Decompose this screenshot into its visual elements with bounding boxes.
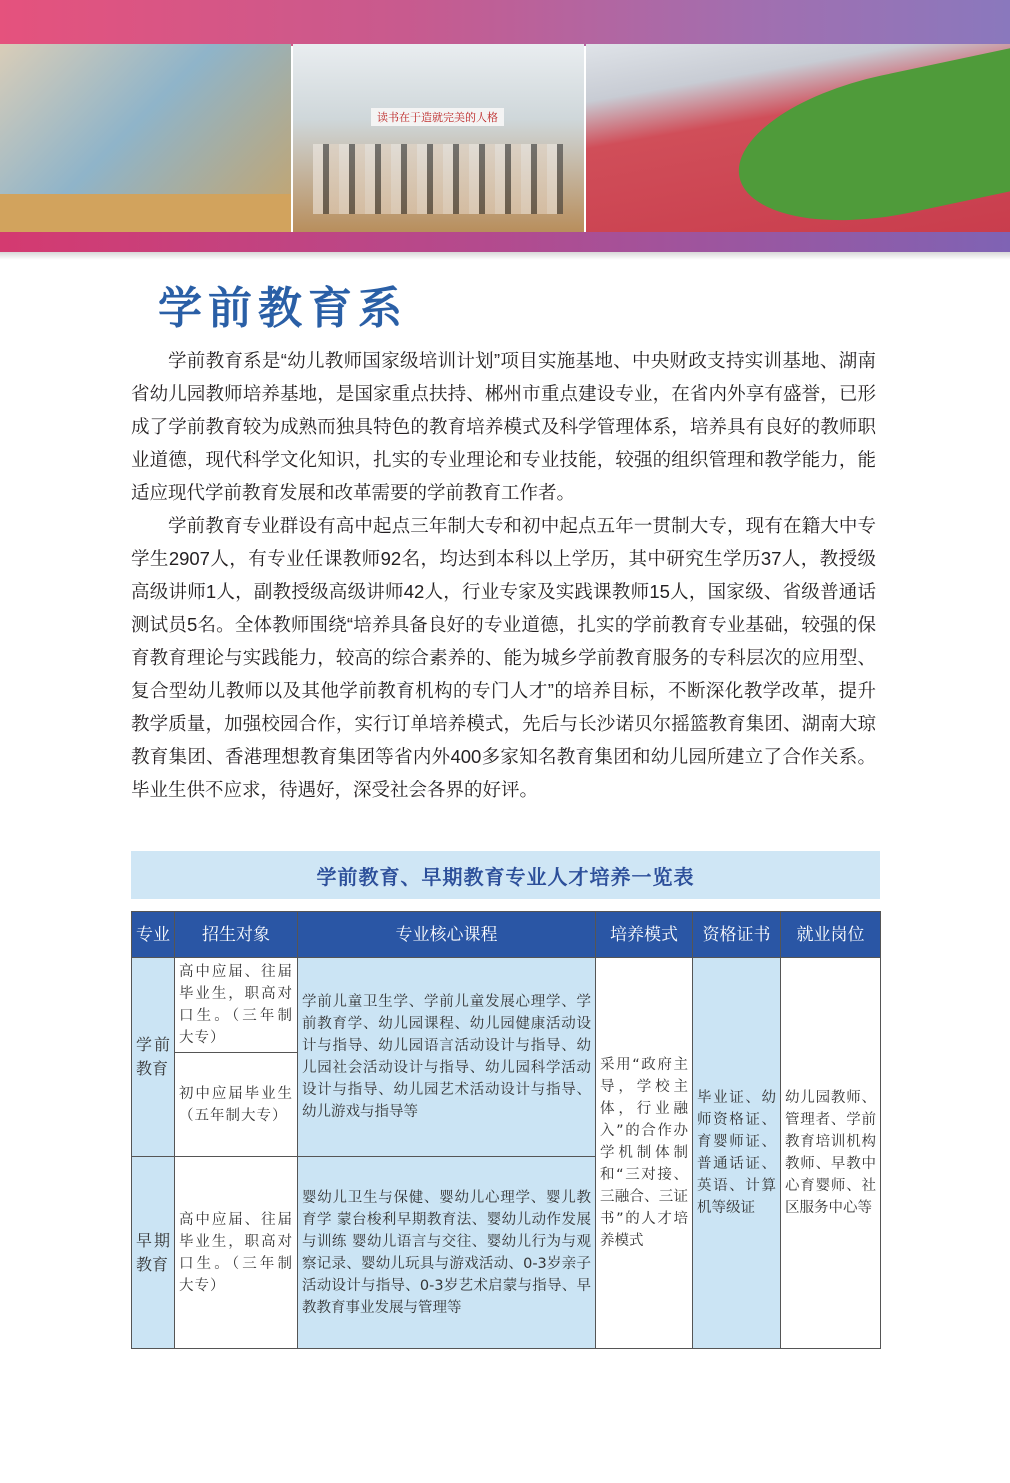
table-title: 学前教育、早期教育专业人才培养一览表	[316, 864, 695, 889]
target-early: 高中应届、往届毕业生，职高对口生。（三年制大专）	[175, 1157, 298, 1349]
page-title: 学前教育系	[158, 283, 408, 334]
sports-field-photo	[586, 44, 1010, 232]
courses-preschool: 学前儿童卫生学、学前儿童发展心理学、学前教育学、幼儿园课程、幼儿园健康活动设计与指导、幼儿园语言活动设计与指导、幼儿园社会活动设计与指导、幼儿园科学活动设计与指导、幼儿园艺术活动设计与指导、幼儿游戏与指导等	[298, 958, 596, 1157]
training-mode: 采用“政府主导，学校主体，行业融入”的合作办学机制体制和“三对接、三融合、三证书”的人才培养模式	[596, 958, 693, 1349]
classroom-photo	[0, 44, 291, 232]
photo-slogan: 读书在于造就完美的人格	[371, 108, 504, 126]
header-mode: 培养模式	[596, 912, 693, 958]
major-preschool: 学前教育	[132, 958, 175, 1157]
table-header-row	[132, 912, 881, 958]
table-title-banner	[131, 851, 880, 899]
table-row	[132, 958, 881, 1053]
header-bottom-bar	[0, 232, 1010, 252]
header-certificates: 资格证书	[693, 912, 781, 958]
header-shadow	[0, 252, 1010, 260]
major-early: 早期教育	[132, 1157, 175, 1349]
field-shape	[725, 44, 1010, 232]
training-table	[131, 911, 881, 1349]
group-photo	[293, 44, 584, 232]
header-target: 招生对象	[175, 912, 298, 958]
target-preschool-3yr: 高中应届、往届毕业生，职高对口生。（三年制大专）	[175, 958, 298, 1053]
header-courses: 专业核心课程	[298, 912, 596, 958]
header-gradient-bar	[0, 0, 1010, 46]
courses-early: 婴幼儿卫生与保健、婴幼儿心理学、婴儿教育学 蒙台梭利早期教育法、婴幼儿动作发展与训练 婴幼儿语言与交往、婴幼儿行为与观察记录、婴幼儿玩具与游戏活动、0-3岁亲子活动设计与指导、0-3岁艺术启蒙与指导、早教教育事业发展与管理等	[298, 1157, 596, 1349]
certificates: 毕业证、幼师资格证、育婴师证、普通话证、英语、计算机等级证	[693, 958, 781, 1349]
target-preschool-5yr: 初中应届毕业生（五年制大专）	[175, 1053, 298, 1157]
desk-shape	[0, 194, 291, 232]
header-major: 专业	[132, 912, 175, 958]
header-jobs: 就业岗位	[781, 912, 881, 958]
crowd-shape	[313, 144, 563, 214]
details-paragraph: 学前教育专业群设有高中起点三年制大专和初中起点五年一贯制大专，现有在籍大中专学生2907人，有专业任课教师92名，均达到本科以上学历，其中研究生学历37人，教授级高级讲师1人，副教授级高级讲师42人，行业专家及实践课教师15人，国家级、省级普通话测试员5名。全体教师围绕“培养具备良好的专业道德，扎实的学前教育专业基础，较强的保育教育理论与实践能力，较高的综合素养的、能为城乡学前教育服务的专科层次的应用型、复合型幼儿教师以及其他学前教育机构的专门人才”的培养目标，不断深化教学改革，提升教学质量，加强校园合作，实行订单培养模式，先后与长沙诺贝尔摇篮教育集团、湖南大琼教育集团、香港理想教育集团等省内外400多家知名教育集团和幼儿园所建立了合作关系。毕业生供不应求，待遇好，深受社会各界的好评。	[131, 515, 876, 800]
job-positions: 幼儿园教师、管理者、学前教育培训机构教师、早教中心育婴师、社区服务中心等	[781, 958, 881, 1349]
intro-paragraph: 学前教育系是“幼儿教师国家级培训计划”项目实施基地、中央财政支持实训基地、湖南省幼儿园教师培养基地，是国家重点扶持、郴州市重点建设专业，在省内外享有盛誉，已形成了学前教育较为成熟而独具特色的教育培养模式及科学管理体系，培养具有良好的教师职业道德，现代科学文化知识，扎实的专业理论和专业技能，较强的组织管理和教学能力，能适应现代学前教育发展和改革需要的学前教育工作者。	[131, 350, 876, 503]
